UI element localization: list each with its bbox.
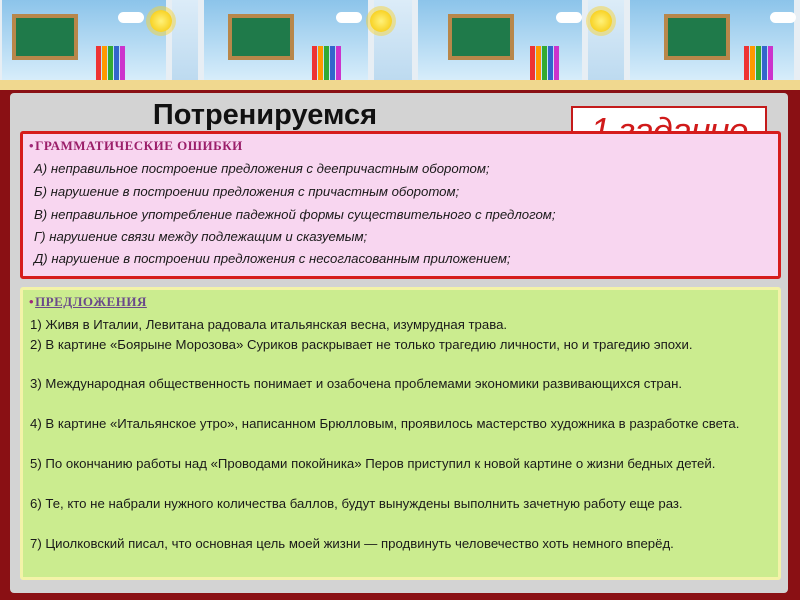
sun-icon [370, 10, 392, 32]
pencil-cup-icon [312, 46, 352, 82]
error-item: Г) нарушение связи между подлежащим и сказуемым; [34, 229, 368, 244]
error-item: А) неправильное построение предложения с деепричастным оборотом; [34, 161, 490, 176]
pencil-cup-icon [744, 46, 784, 82]
cloud-icon [118, 12, 144, 23]
bullet-icon: • [29, 294, 35, 309]
error-item: Д) нарушение в построении предложения с несогласованным приложением; [34, 251, 511, 266]
error-item: В) неправильное употребление падежной формы существительного с предлогом; [34, 207, 556, 222]
cloud-icon [336, 12, 362, 23]
grammar-errors-box [20, 131, 781, 279]
chalkboard-image [448, 14, 514, 60]
grammar-errors-header [29, 138, 243, 154]
sentence-item: 1) Живя в Италии, Левитана радовала итальянская весна, изумрудная трава. [30, 317, 508, 332]
classroom-banner [0, 0, 800, 90]
sentences-header-text: ПРЕДЛОЖЕНИЯ [35, 294, 147, 309]
sentence-item: 7) Циолковский писал, что основная цель моей жизни — продвинуть человечество хоть немного вперёд. [30, 536, 674, 551]
window-sill [0, 80, 800, 90]
pencil-cup-icon [530, 46, 570, 82]
slide-title: Потренируемся [152, 99, 378, 131]
bullet-icon: • [29, 138, 35, 153]
sentences-header [29, 294, 147, 310]
pencil-cup-icon [96, 46, 136, 82]
sun-icon [590, 10, 612, 32]
error-item: Б) нарушение в построении предложения с причастным оборотом; [34, 184, 460, 199]
sun-icon [150, 10, 172, 32]
cloud-icon [556, 12, 582, 23]
chalkboard-image [12, 14, 78, 60]
chalkboard-image [228, 14, 294, 60]
sentence-item: 4) В картине «Итальянское утро», написанном Брюлловым, проявилось мастерство художника в разработке света. [30, 416, 740, 431]
chalkboard-image [664, 14, 730, 60]
cloud-icon [770, 12, 796, 23]
sentence-item: 3) Международная общественность понимает и озабочена проблемами экономики развивающихся стран. [30, 376, 683, 391]
sentences-box [20, 287, 781, 580]
sentence-item: 2) В картине «Боярыне Морозова» Суриков раскрывает не только трагедию личности, но и трагедию эпохи. [30, 337, 693, 352]
sentence-item: 6) Те, кто не набрали нужного количества баллов, будут вынуждены выполнить зачетную работу еще раз. [30, 496, 683, 511]
grammar-errors-header-text: ГРАММАТИЧЕСКИЕ ОШИБКИ [35, 138, 243, 153]
sentence-item: 5) По окончанию работы над «Проводами покойника» Перов приступил к новой картине о жизни бедных детей. [30, 456, 716, 471]
